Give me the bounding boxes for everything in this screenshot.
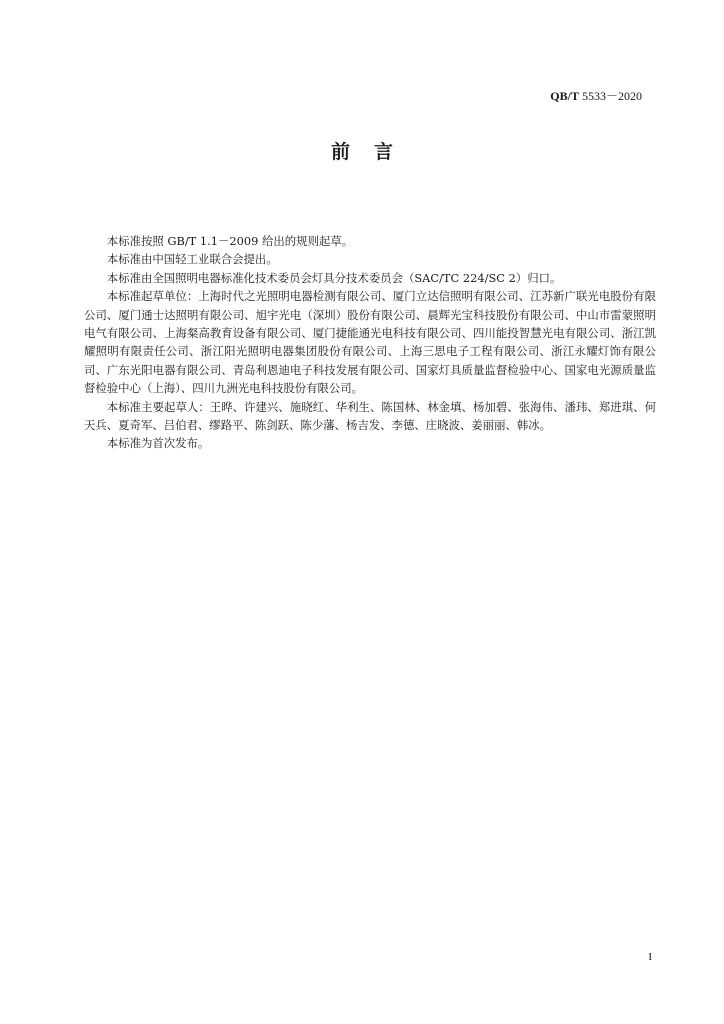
paragraph-proposer: 本标准由中国轻工业联合会提出。 xyxy=(106,252,278,267)
foreword-body xyxy=(84,232,656,453)
standard-code xyxy=(550,88,642,104)
page-title xyxy=(0,140,724,164)
paragraph-drafting-units: 本标准起草单位：上海时代之光照明电器检测有限公司、厦门立达信照明有限公司、江苏新广联光电股份有限公司、厦门通士达照明有限公司、旭宇光电（深圳）股份有限公司、晨辉光宝科技股份有限公司、中山市雷蒙照明电气有限公司、上海粲高教育设备有限公司、厦门捷能通光电科技有限公司、四川能投智慧光电有限公司、浙江凯耀照明有限责任公司、浙江阳光照明电器集团股份有限公司、上海三思电子工程有限公司、浙江永耀灯饰有限公司、广东光阳电器有限公司、青岛利恩迪电子科技发展有限公司、国家灯具质量监督检验中心、国家电光源质量监督检验中心（上海）、四川九洲光电科技股份有限公司。 xyxy=(84,289,656,396)
page-number: I xyxy=(648,951,652,963)
paragraph-first-release: 本标准为首次发布。 xyxy=(106,436,210,451)
paragraph-centralized-management: 本标准由全国照明电器标准化技术委员会灯具分技术委员会（SAC/TC 224/SC 2）归口。 xyxy=(106,270,562,285)
page-title-char-1: 前 xyxy=(330,141,350,163)
paragraph-main-drafters: 本标准主要起草人：王晔、许建兴、施晓红、华利生、陈国林、林金填、杨加碧、张海伟、潘玮、郑进琪、何天兵、夏奇军、吕伯君、缪路平、陈剑跃、陈少藩、杨吉发、李德、庄晓波、姜丽丽、韩冰。 xyxy=(84,399,656,433)
page-title-char-2: 言 xyxy=(374,141,394,163)
paragraph-drafting-rules: 本标准按照 GB/T 1.1－2009 给出的规则起草。 xyxy=(106,234,354,248)
standard-code-prefix: QB/T xyxy=(550,89,579,103)
standard-code-number: 5533－2020 xyxy=(581,89,642,103)
